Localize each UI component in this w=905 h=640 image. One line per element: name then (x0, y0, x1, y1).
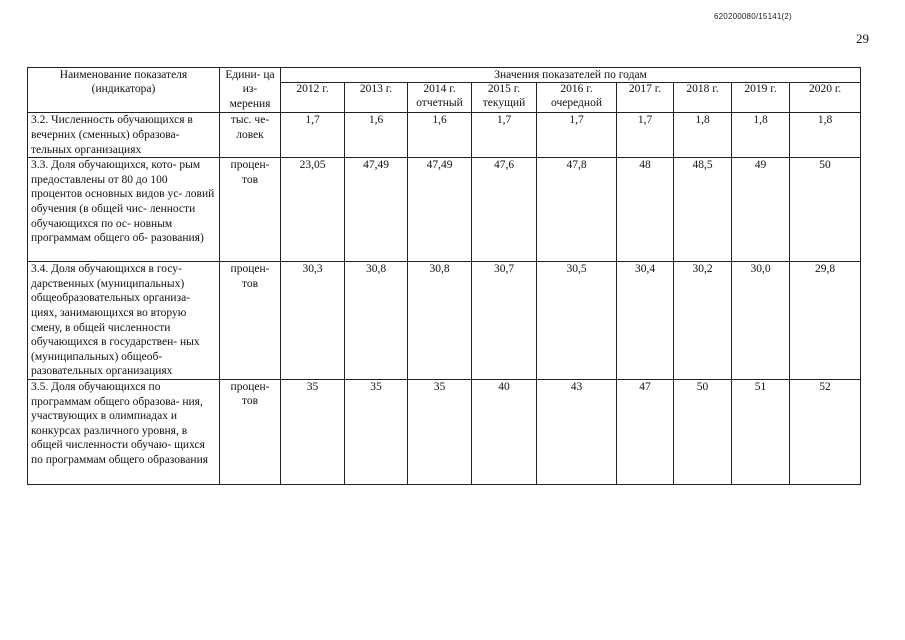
year-label: 2017 г. (628, 83, 662, 96)
header-year (408, 83, 472, 113)
indicator-value: 1,7 (617, 113, 674, 158)
document-code: 620200080/15141(2) (714, 12, 792, 21)
year-note: отчетный (416, 97, 463, 110)
header-values-by-year: Значения показателей по годам (281, 68, 861, 83)
indicator-value: 49 (732, 158, 790, 262)
year-label: 2019 г. (744, 83, 777, 96)
header-year (537, 83, 617, 113)
indicator-value: 30,5 (537, 262, 617, 380)
indicator-name: 3.5. Доля обучающихся по программам общего образова- ния, участвующих в олимпиадах и конкурсах различного уровня, в общей численности обучаю- щихся по программам общего образования (28, 379, 220, 484)
table-body (28, 113, 861, 485)
indicator-value: 43 (537, 379, 617, 484)
header-unit: Едини- ца из- мерения (220, 68, 281, 113)
indicator-value: 47,49 (345, 158, 408, 262)
indicator-value: 47,6 (472, 158, 537, 262)
indicator-value: 1,8 (790, 113, 861, 158)
indicator-unit: тыс. че- ловек (220, 113, 281, 158)
indicator-value: 47 (617, 379, 674, 484)
indicator-name: 3.3. Доля обучающихся, кото- рым предоставлены от 80 до 100 процентов основных видов ус- ловий обучения (в общей чис- ленности обучающихся по ос- новным программам общего об- разования) (28, 158, 220, 262)
indicator-value: 1,7 (472, 113, 537, 158)
header-year (617, 83, 674, 113)
indicator-value: 48 (617, 158, 674, 262)
year-label: 2013 г. (359, 83, 393, 96)
indicator-value: 30,7 (472, 262, 537, 380)
indicator-value: 29,8 (790, 262, 861, 380)
indicator-value: 50 (790, 158, 861, 262)
header-year (674, 83, 732, 113)
year-label: 2018 г. (686, 83, 719, 96)
header-year (345, 83, 408, 113)
indicator-value: 51 (732, 379, 790, 484)
indicator-value: 30,8 (408, 262, 472, 380)
table-row (28, 262, 861, 380)
indicator-value: 30,0 (732, 262, 790, 380)
year-label: 2016 г. (560, 83, 593, 96)
table-header (28, 68, 861, 113)
indicator-value: 35 (408, 379, 472, 484)
indicator-value: 35 (281, 379, 345, 484)
year-label: 2012 г. (296, 83, 329, 96)
header-year (732, 83, 790, 113)
indicator-unit: процен- тов (220, 158, 281, 262)
indicator-value: 52 (790, 379, 861, 484)
indicator-value: 1,6 (408, 113, 472, 158)
indicator-value: 30,4 (617, 262, 674, 380)
table-row (28, 379, 861, 484)
indicator-value: 47,49 (408, 158, 472, 262)
indicator-value: 1,7 (537, 113, 617, 158)
indicator-value: 1,6 (345, 113, 408, 158)
indicator-name: 3.4. Доля обучающихся в госу- дарственных (муниципальных) общеобразовательных организа- циях, занимающихся во вторую смену, в общей численности обучающихся в государствен- ных (муниципальных) общеоб- разовательных организациях (28, 262, 220, 380)
indicator-unit: процен- тов (220, 379, 281, 484)
header-year (472, 83, 537, 113)
year-label: 2014 г. (423, 83, 456, 96)
indicators-table (27, 67, 861, 485)
header-year (281, 83, 345, 113)
indicator-value: 48,5 (674, 158, 732, 262)
indicator-value: 40 (472, 379, 537, 484)
indicator-value: 1,8 (674, 113, 732, 158)
indicator-value: 1,7 (281, 113, 345, 158)
year-label: 2015 г. (487, 83, 521, 96)
indicator-value: 47,8 (537, 158, 617, 262)
indicator-name: 3.2. Численность обучающихся в вечерних (сменных) образова- тельных организациях (28, 113, 220, 158)
indicator-value: 30,3 (281, 262, 345, 380)
year-label: 2020 г. (808, 83, 842, 96)
year-note: очередной (551, 97, 602, 110)
year-note: текущий (482, 97, 526, 110)
indicator-value: 30,2 (674, 262, 732, 380)
table-row (28, 158, 861, 262)
header-row (28, 68, 861, 83)
table-row (28, 113, 861, 158)
header-indicator-name: Наименование показателя (индикатора) (28, 68, 220, 113)
indicator-value: 1,8 (732, 113, 790, 158)
header-year (790, 83, 861, 113)
indicator-value: 23,05 (281, 158, 345, 262)
page-number: 29 (856, 31, 869, 46)
indicator-value: 35 (345, 379, 408, 484)
indicator-value: 50 (674, 379, 732, 484)
indicator-value: 30,8 (345, 262, 408, 380)
indicator-unit: процен- тов (220, 262, 281, 380)
